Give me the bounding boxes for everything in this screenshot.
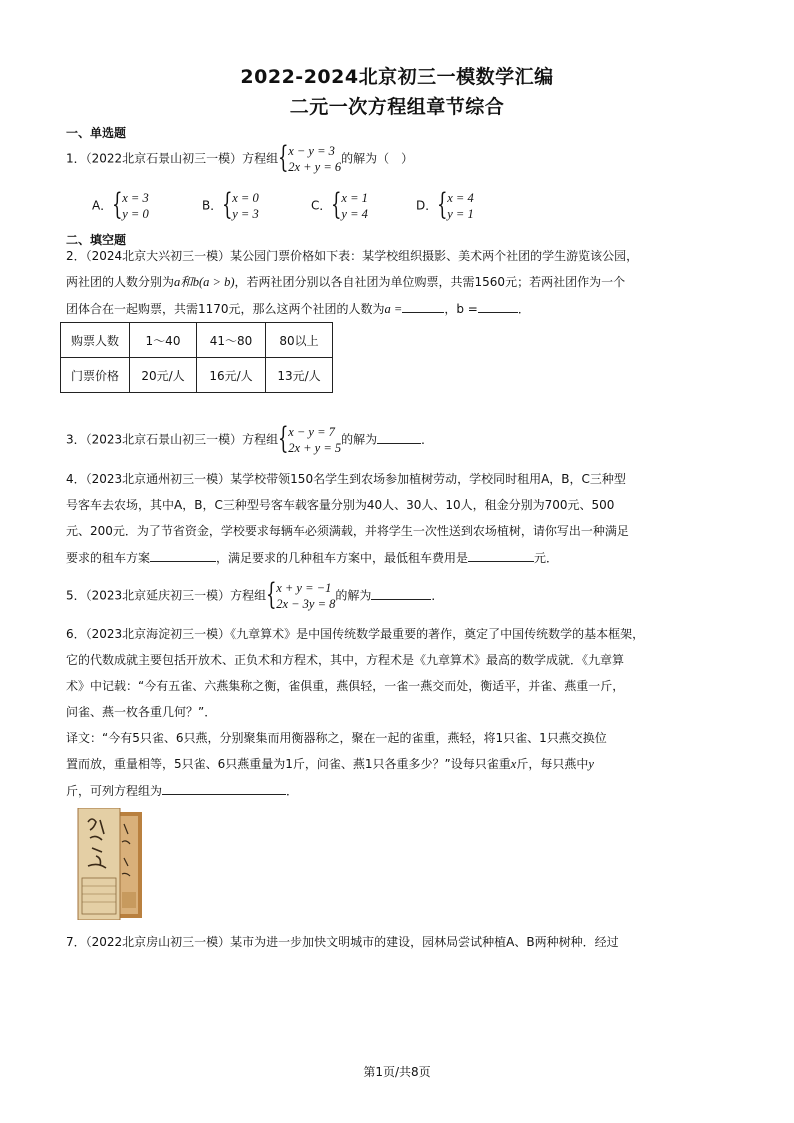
q2-a-label: a = <box>384 302 403 316</box>
q6-line7-end: ． <box>286 784 299 798</box>
option-a-eq2: y = 0 <box>122 207 149 221</box>
question-1-equation-system: { x − y = 3 2x + y = 6 <box>278 140 342 175</box>
q2-line2-text-b: ，若两社团分别以各自社团为单位购票，共需1560元；若两社团作为一个 <box>234 275 626 289</box>
option-a-label: A． <box>92 198 113 213</box>
option-d-eq1: x = 4 <box>447 191 474 205</box>
table-cell: 1～40 <box>130 323 197 358</box>
q6-var-x: x <box>510 757 517 771</box>
q6-line6-text-a: 置而放，重量相等，5只雀、6只燕重量为1斤，问雀、燕1只各重多少？”设每只雀重 <box>66 757 511 771</box>
answer-blank-q3[interactable] <box>377 431 421 444</box>
q2-line3-end: ． <box>517 302 530 316</box>
question-1 <box>66 140 414 175</box>
option-d-eq2: y = 1 <box>447 207 474 221</box>
q2-variables: a和b(a > b) <box>174 275 235 289</box>
q6-var-y: y <box>588 757 594 771</box>
question-3-suffix: 的解为 <box>341 432 378 447</box>
question-3-eq1: x − y = 7 <box>288 425 335 439</box>
q2-line2-text-a: 两社团的人数分别为 <box>66 275 175 289</box>
question-5-eq2: 2x − 3y = 8 <box>276 597 336 611</box>
question-6-line-1: 6．（2023北京海淀初三一模）《九章算术》是中国传统数学最重要的著作，奠定了中国传统数学的基本框架， <box>66 627 645 641</box>
question-1-prefix: 1．（2022北京石景山初三一模）方程组 <box>66 151 279 166</box>
question-5-prefix: 5．（2023北京延庆初三一模）方程组 <box>66 588 267 603</box>
q6-line7-text: 斤，可列方程组为 <box>66 784 163 798</box>
option-c-system: { x = 1 y = 4 <box>331 187 368 222</box>
table-cell: 13元/人 <box>266 358 333 393</box>
question-5-end: ． <box>431 588 444 603</box>
option-b-label: B． <box>202 198 223 213</box>
question-4-line-1: 4．（2023北京通州初三一模）某学校带领150名学生到农场参加植树劳动，学校同时租用A，B，C三种型 <box>66 472 626 486</box>
q4-line4-text-b: ，满足要求的几种租车方案中，最低租车费用是 <box>216 551 469 565</box>
option-d-label: D． <box>416 198 438 213</box>
table-cell: 购票人数 <box>61 323 130 358</box>
page-title: 2022-2024北京初三一模数学汇编 <box>240 66 554 88</box>
question-6-line-3: 术》中记载：“今有五雀、六燕集称之衡，雀俱重，燕俱轻，一雀一燕交而处，衡适平，并雀、燕重一斤， <box>66 679 625 693</box>
table-cell: 80以上 <box>266 323 333 358</box>
question-6-line-6 <box>66 756 594 772</box>
question-1-suffix: 的解为（ ） <box>341 151 414 166</box>
jiuzhang-suanshu-book-image <box>76 808 144 920</box>
table-row <box>61 358 333 393</box>
section-heading-single-choice: 一、单选题 <box>66 126 127 140</box>
option-c-eq2: y = 4 <box>341 207 368 221</box>
table-row <box>61 323 333 358</box>
answer-blank-b[interactable] <box>478 300 518 313</box>
question-3-eq2: 2x + y = 5 <box>288 441 342 455</box>
answer-blank-a[interactable] <box>402 300 444 313</box>
q6-line6-text-b: 斤，每只燕中 <box>516 757 589 771</box>
question-1-option-a[interactable] <box>92 187 149 222</box>
option-a-eq1: x = 3 <box>122 191 149 205</box>
option-b-eq2: y = 3 <box>232 207 259 221</box>
question-1-eq2: 2x + y = 6 <box>288 160 342 174</box>
question-5-suffix: 的解为 <box>335 588 372 603</box>
question-6-line-4: 问雀、燕一枚各重几何？”． <box>66 705 217 719</box>
section-heading-fill-in: 二、填空题 <box>66 233 127 247</box>
table-cell: 20元/人 <box>130 358 197 393</box>
question-6-line-7 <box>66 782 298 799</box>
option-c-label: C． <box>311 198 332 213</box>
table-cell: 16元/人 <box>197 358 266 393</box>
option-d-system: { x = 4 y = 1 <box>437 187 474 222</box>
answer-blank-q4-cost[interactable] <box>468 549 534 562</box>
option-c-eq1: x = 1 <box>341 191 368 205</box>
question-4-line-3: 元、200元．为了节省资金，学校要求每辆车必须满载，并将学生一次性送到农场植树，请你写出一种满足 <box>66 524 629 538</box>
question-3-end: ． <box>421 432 434 447</box>
ticket-price-table <box>60 322 333 393</box>
q4-line4-text-a: 要求的租车方案 <box>66 551 151 565</box>
question-1-option-c[interactable] <box>311 187 368 222</box>
page-number: 第1页/共8页 <box>363 1065 431 1079</box>
answer-blank-q5[interactable] <box>371 587 431 600</box>
option-b-system: { x = 0 y = 3 <box>222 187 259 222</box>
question-5-eq1: x + y = −1 <box>276 581 332 595</box>
question-1-option-d[interactable] <box>416 187 474 222</box>
page-subtitle: 二元一次方程组章节综合 <box>289 96 505 118</box>
answer-blank-q4-plan[interactable] <box>150 549 216 562</box>
table-cell: 41～80 <box>197 323 266 358</box>
answer-blank-q6[interactable] <box>162 782 286 795</box>
question-2-line-2 <box>66 274 625 290</box>
question-5-equation-system: { x + y = −1 2x − 3y = 8 <box>266 577 336 612</box>
question-4-line-4 <box>66 549 558 566</box>
q2-line3-text: 团体合在一起购票，共需1170元，那么这两个社团的人数为 <box>66 302 385 316</box>
question-1-eq1: x − y = 3 <box>288 144 335 158</box>
table-cell: 门票价格 <box>61 358 130 393</box>
option-b-eq1: x = 0 <box>232 191 259 205</box>
option-a-system: { x = 3 y = 0 <box>112 187 149 222</box>
question-1-option-b[interactable] <box>202 187 259 222</box>
q2-b-label: ，b = <box>444 302 478 316</box>
question-2-line-3 <box>66 300 530 317</box>
question-4-line-2: 号客车去农场，其中A，B，C三种型号客车载客量分别为40人、30人、10人，租金分别为700元、500 <box>66 498 615 512</box>
question-3 <box>66 421 434 456</box>
question-3-equation-system: { x − y = 7 2x + y = 5 <box>278 421 342 456</box>
question-6-line-5: 译文：“今有5只雀、6只燕，分别聚集而用衡器称之，聚在一起的雀重，燕轻，将1只雀、1只燕交换位 <box>66 731 607 745</box>
question-3-prefix: 3．（2023北京石景山初三一模）方程组 <box>66 432 279 447</box>
question-7-line-1: 7．（2022北京房山初三一模）某市为进一步加快文明城市的建设，园林局尝试种植A、B两种树种．经过 <box>66 935 619 949</box>
q4-line4-text-c: 元． <box>534 551 559 565</box>
question-6-line-2: 它的代数成就主要包括开放术、正负术和方程术，其中，方程术是《九章算术》最高的数学成就．《九章算 <box>66 653 625 667</box>
question-5 <box>66 577 444 612</box>
question-2-line-1: 2．（2024北京大兴初三一模）某公园门票价格如下表：某学校组织摄影、美术两个社团的学生游览该公园， <box>66 249 639 263</box>
